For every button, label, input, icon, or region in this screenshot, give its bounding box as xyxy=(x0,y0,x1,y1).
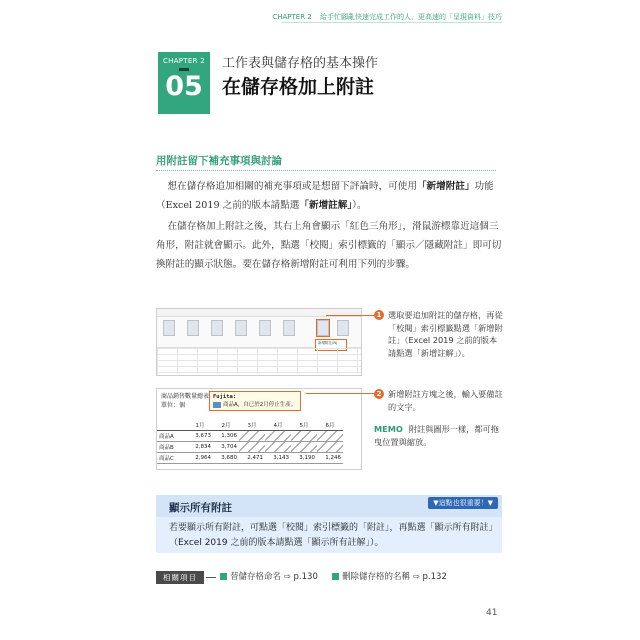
column-header[interactable]: 3月 xyxy=(239,420,265,431)
sheet-grid xyxy=(157,348,361,374)
callout-leader-1 xyxy=(326,315,374,316)
bullet-square-icon xyxy=(332,573,339,580)
chapter-box xyxy=(158,52,210,114)
protect-sheet-icon[interactable] xyxy=(337,320,349,336)
table-cell[interactable] xyxy=(239,431,265,442)
important-box xyxy=(156,495,502,553)
memo xyxy=(374,423,504,448)
callout-text: 選取要追加附註的儲存格，再從「校閱」索引標籤點選「新增附註」（Excel 2019 之前的版本請點選「新增註解」）。 xyxy=(388,310,503,358)
running-header-title: 給手忙腳亂快速完成工作的人，更高速的「呈現資料」技巧 xyxy=(320,13,502,21)
sales-table xyxy=(157,420,343,464)
memo-tag: MEMO xyxy=(374,424,403,434)
related-link[interactable] xyxy=(220,570,318,582)
table-cell[interactable]: 2,834 xyxy=(187,442,213,453)
row-label[interactable]: 商品A xyxy=(157,431,187,442)
table-cell[interactable] xyxy=(317,431,343,442)
paragraph-2: 在儲存格加上附註之後，其右上角會顯示「紅色三角形」，滑鼠游標靠近這個三角形，附註就會顯示。此外，點選「校閱」索引標籤的「顯示／隱藏附註」即可切換附註的顯示狀態。要在儲存格新增附註可利用下列的步驟。 xyxy=(156,221,502,270)
table-cell[interactable]: 1,306 xyxy=(213,431,239,442)
row-label[interactable]: 商品B xyxy=(157,442,187,453)
new-note-label: 「新增附註」 xyxy=(416,181,475,192)
callout-text: 新增附註方塊之後，輸入要備註的文字。 xyxy=(388,389,503,412)
table-cell[interactable] xyxy=(291,442,317,453)
subtitle: 工作表與儲存格的基本操作 xyxy=(222,56,379,71)
callout-step-1 xyxy=(374,309,504,359)
table-cell[interactable] xyxy=(291,431,317,442)
table-row xyxy=(157,453,343,464)
running-header-chapter: CHAPTER 2 xyxy=(272,13,312,21)
column-header[interactable]: 5月 xyxy=(291,420,317,431)
table-cell[interactable]: 2,471 xyxy=(239,453,265,464)
table-row xyxy=(157,442,343,453)
related-label: 相關項目 xyxy=(156,571,204,584)
page-title: 在儲存格加上附註 xyxy=(222,76,375,98)
new-note-button[interactable] xyxy=(317,320,329,336)
worksheet-screenshot xyxy=(156,388,362,470)
related-items xyxy=(156,569,502,585)
table-cell[interactable]: 3,190 xyxy=(291,453,317,464)
paragraph-1 xyxy=(156,177,502,215)
table-corner xyxy=(157,420,187,431)
new-comment-label: 「新增註解」 xyxy=(299,200,353,211)
memo-text: 附註與圖形一樣，都可拖曳位置與縮放。 xyxy=(374,424,499,447)
ribbon-screenshot xyxy=(156,308,362,376)
table-row xyxy=(157,431,343,442)
new-comment-icon[interactable] xyxy=(259,320,271,336)
menu-item-new-note[interactable]: 新增附註(N) xyxy=(318,341,338,345)
note-text: 商品A，自已於2月停止生產。 xyxy=(223,402,297,408)
callout-step-2 xyxy=(374,388,504,413)
table-cell[interactable]: 1,246 xyxy=(317,453,343,464)
table-cell[interactable]: 3,680 xyxy=(213,453,239,464)
section-heading: 用附註留下補充事項與討論 xyxy=(156,155,282,167)
table-cell[interactable]: 3,704 xyxy=(213,442,239,453)
related-link-text: 替儲存格命名 ⇨ p.130 xyxy=(230,572,318,582)
section-rule xyxy=(156,170,496,171)
table-cell[interactable] xyxy=(317,442,343,453)
header-rule xyxy=(282,22,502,23)
callout-leader-2 xyxy=(306,393,374,394)
note-text-row xyxy=(213,401,297,409)
related-link-text: 刪除儲存格的名稱 ⇨ p.132 xyxy=(342,572,447,582)
step-number-badge: 1 xyxy=(374,310,384,320)
spelling-icon[interactable] xyxy=(163,320,175,336)
important-title: 顯示所有附註 xyxy=(169,502,232,514)
column-header[interactable]: 2月 xyxy=(213,420,239,431)
sheet-unit: 單位：個 xyxy=(161,402,186,409)
note-box[interactable] xyxy=(209,391,301,411)
table-cell[interactable] xyxy=(265,431,291,442)
step-number-badge: 2 xyxy=(374,389,384,399)
translate-icon[interactable] xyxy=(235,320,247,336)
table-cell[interactable]: 2,964 xyxy=(187,453,213,464)
paragraph-1-text-end: ）。 xyxy=(352,200,367,211)
paragraph-1-text-mid: 功能（Excel 2019 之前的版本請點選 xyxy=(156,181,494,211)
running-header xyxy=(130,12,502,22)
paragraph-1-text: 想在儲存格追加相關的補充事項或是想留下評論時，可使用 xyxy=(167,181,417,192)
section-number: 05 xyxy=(165,71,203,102)
accessibility-icon[interactable] xyxy=(211,320,223,336)
table-cell[interactable]: 3,143 xyxy=(265,453,291,464)
related-link[interactable] xyxy=(332,570,447,582)
column-header[interactable]: 1月 xyxy=(187,420,213,431)
important-body: 若要顯示所有附註，可點選「校閱」索引標籤的「附註」，再點選「顯示所有附註」（Excel 2019 之前的版本請點選「顯示所有註解」）。 xyxy=(169,523,494,548)
thesaurus-icon[interactable] xyxy=(187,320,199,336)
row-label[interactable]: 商品C xyxy=(157,453,187,464)
column-header[interactable]: 6月 xyxy=(317,420,343,431)
important-badge: ▼這點也很重要！▼ xyxy=(428,497,498,509)
column-header[interactable]: 4月 xyxy=(265,420,291,431)
table-cell[interactable]: 3,673 xyxy=(187,431,213,442)
chapter-label: CHAPTER 2 xyxy=(162,57,206,65)
table-cell[interactable] xyxy=(265,442,291,453)
table-header-row xyxy=(157,420,343,431)
text-cursor-icon xyxy=(213,402,221,408)
note-author: Fujita: xyxy=(213,394,237,400)
related-rule xyxy=(206,577,216,578)
sheet-title: 商品銷售數量總表 xyxy=(161,393,210,400)
table-cell[interactable] xyxy=(239,442,265,453)
bullet-square-icon xyxy=(220,573,227,580)
delete-comment-icon[interactable] xyxy=(283,320,295,336)
page-number: 41 xyxy=(486,608,498,618)
